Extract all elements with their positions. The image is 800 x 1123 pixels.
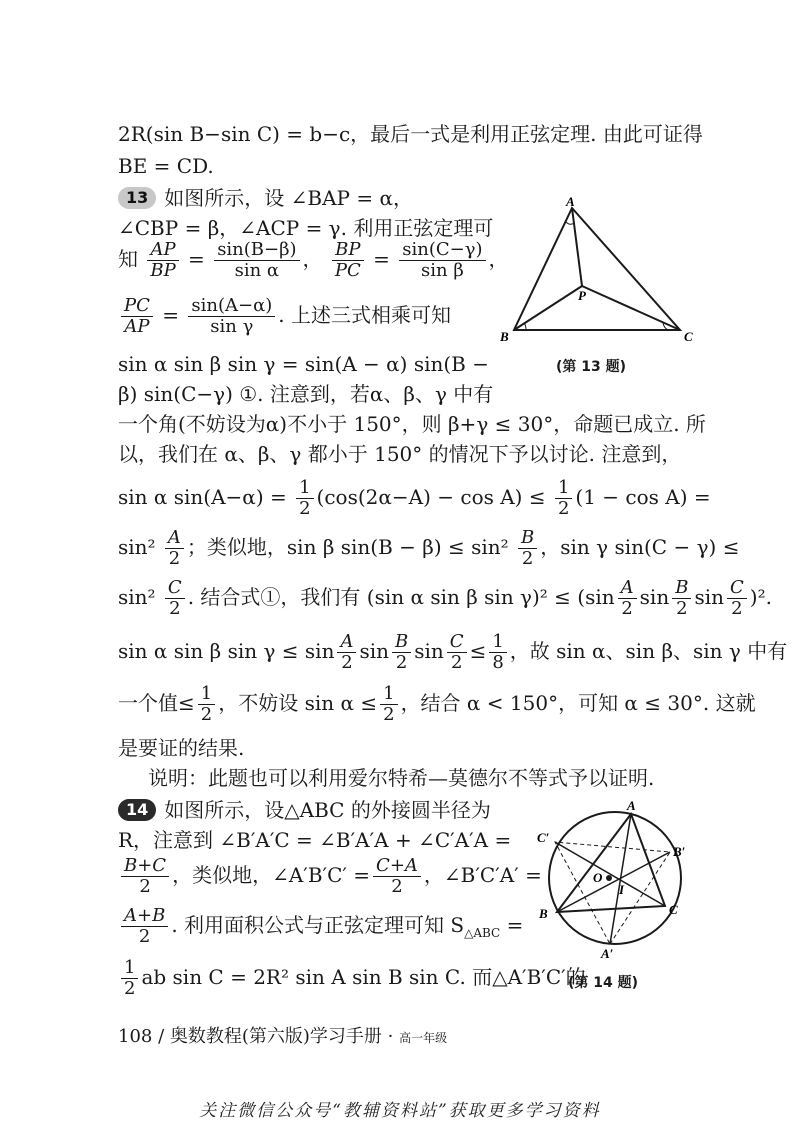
label-b-prime: B′ (673, 844, 686, 859)
text-span: (cos(2α−A) − cos A) ≤ (316, 484, 546, 509)
watermark-text: 关注微信公众号“教辅资料站”获取更多学习资料 (199, 1101, 601, 1121)
text-span: 如图所示，设 ∠BAP = α， (164, 186, 413, 210)
denominator: sin α (234, 259, 280, 281)
denominator: 2 (124, 977, 136, 999)
label-p: P (578, 288, 586, 303)
fraction (214, 240, 299, 281)
fraction (165, 578, 185, 619)
numerator: C+A (373, 856, 421, 877)
figure-13 (500, 196, 700, 346)
label-b: B (539, 906, 548, 921)
text-span: = (500, 912, 524, 937)
fraction (489, 632, 506, 673)
bisector-b (557, 852, 670, 912)
fraction (392, 632, 411, 673)
fraction (380, 684, 397, 725)
text-span: 如图所示，设△ABC 的外接圆半径为 (164, 798, 491, 822)
label-i: I (619, 882, 625, 897)
text-span: . 结合式①，我们有 (sin α sin β sin γ)² ≤ (sin (187, 584, 615, 609)
text-span: (1 − cos A) = (575, 484, 711, 509)
page-footer (118, 1022, 447, 1048)
formula-line (118, 578, 772, 619)
text-span: sin (359, 638, 389, 663)
formula-line (118, 856, 542, 897)
formula-line (118, 528, 739, 569)
label-c: C (684, 329, 693, 344)
text-span: ，类似地，∠A′B′C′ = (172, 862, 371, 887)
problem-number-badge: 13 (118, 187, 156, 209)
denominator: 2 (168, 547, 181, 569)
figure-14 (535, 800, 700, 960)
problem-14-intro (118, 796, 491, 824)
numerator: C (727, 578, 747, 599)
fraction (121, 296, 153, 337)
denominator: 2 (395, 651, 408, 673)
text-span: . 利用面积公式与正弦定理可知 S (171, 912, 465, 937)
book-title: 奥数教程(第六版)学习手册 · (169, 1026, 394, 1047)
segment-cp (582, 286, 680, 330)
text-line: 一个角(不妨设为α)不小于 150°，则 β+γ ≤ 30°，命题已成立. 所 (118, 412, 706, 436)
circumcircle (549, 812, 681, 944)
denominator: 2 (299, 497, 311, 519)
numerator: 1 (380, 684, 397, 705)
fraction (672, 578, 691, 619)
formula-line (118, 478, 711, 519)
bisector-c (555, 842, 665, 906)
ratio-line: 知 $\frac{AP}{BP}$ = $\frac{\sin(B-\beta)}{\text{sin α}}$ ， $\frac{BP}{PC}$ = $\frac{\sin(C-\gamma)}{\text{sin β}}$ ， (118, 239, 509, 281)
denominator: 2 (138, 925, 151, 947)
triangle-abc (514, 208, 680, 330)
text-line: β) sin(C−γ) ①. 注意到，若α、β、γ 中有 (118, 382, 494, 406)
denominator: 2 (200, 703, 213, 725)
denominator: AP (124, 315, 150, 337)
text-span: ，故 sin α、sin β、sin γ 中有 (509, 638, 788, 663)
label-a-prime: A′ (601, 946, 614, 960)
text-line: 2R(sin B−sin C) = b−c，最后一式是利用正弦定理. 由此可证得 (118, 122, 703, 146)
denominator: 2 (621, 597, 633, 619)
text-line: R，注意到 ∠B′A′C = ∠B′A′A + ∠C′A′A = (118, 828, 512, 852)
numerator: AP (147, 240, 178, 261)
numerator: C (447, 632, 467, 653)
text-line: 以，我们在 α、β、γ 都小于 150° 的情况下予以讨论. 注意到， (118, 442, 682, 466)
text-line: sin α sin β sin γ = sin(A − α) sin(B − (118, 352, 489, 376)
fraction (121, 958, 138, 999)
denominator: PC (334, 259, 361, 281)
label-a: A (566, 196, 575, 209)
denominator: 2 (139, 875, 151, 897)
text-span: ，结合 α < 150°，可知 α ≤ 30°. 这就 (400, 690, 756, 715)
text-span: sin (694, 584, 724, 609)
denominator: 2 (341, 651, 353, 673)
denominator: 2 (169, 597, 181, 619)
fraction (518, 528, 537, 569)
fraction (147, 240, 178, 281)
angle-mark-b (524, 323, 526, 330)
problem-13-intro (118, 184, 413, 212)
numerator: B+C (121, 856, 169, 877)
ratio-line: $\frac{PC}{AP}$ = $\frac{\sin(A-\alpha)}{\text{sin γ}}$ . 上述三式相乘可知 (118, 296, 451, 337)
text-span: ab sin C = 2R² sin A sin B sin C. 而△A′B′C′的 (141, 964, 586, 989)
text-line: BE = CD. (118, 154, 214, 178)
denominator: sin β (421, 259, 464, 281)
text-span: sin (639, 584, 670, 609)
fraction (555, 478, 572, 519)
formula-line (118, 958, 586, 999)
denominator: 8 (492, 651, 504, 673)
text-span: sin (414, 638, 444, 663)
formula-line (118, 632, 787, 673)
label-o: O (593, 870, 603, 885)
page-number: 108 / (118, 1026, 165, 1047)
numerator: PC (121, 296, 153, 317)
numerator: sin(A−α) (188, 296, 275, 317)
note-line: 说明：此题也可以利用爱尔特希—莫德尔不等式予以证明. (148, 766, 655, 790)
text-line: ∠CBP = β，∠ACP = γ. 利用正弦定理可 (118, 216, 494, 240)
fraction (121, 906, 168, 947)
text-span: ，sin γ sin(C − γ) ≤ (540, 534, 740, 559)
fraction (332, 240, 364, 281)
fraction (198, 684, 215, 725)
text-span: ；类似地，sin β sin(B − β) ≤ sin² (186, 534, 516, 559)
fraction (447, 632, 467, 673)
fraction (165, 528, 184, 569)
numerator: 1 (489, 632, 506, 653)
fraction (188, 296, 275, 337)
fraction (373, 856, 421, 897)
label-c: C (669, 902, 678, 917)
center-o (606, 875, 612, 881)
numerator: A+B (121, 906, 168, 927)
numerator: C (165, 578, 185, 599)
denominator: 2 (731, 597, 743, 619)
fraction (296, 478, 313, 519)
denominator: 2 (676, 597, 688, 619)
denominator: sin γ (210, 315, 254, 337)
numerator: A (337, 632, 356, 653)
segment-ap (572, 208, 582, 286)
denominator: 2 (450, 651, 463, 673)
text-span: )². (749, 584, 772, 609)
text-span: ≤ (469, 638, 487, 663)
subscript: △ABC (464, 925, 501, 940)
denominator: 2 (383, 703, 395, 725)
formula-line (118, 906, 523, 947)
label-c-prime: C′ (537, 830, 550, 845)
numerator: 1 (121, 958, 138, 979)
text-span: sin² (118, 584, 162, 609)
numerator: B (518, 528, 537, 549)
numerator: B (392, 632, 411, 653)
fraction (727, 578, 747, 619)
numerator: BP (332, 240, 364, 261)
numerator: B (672, 578, 691, 599)
fraction (399, 240, 485, 281)
fraction (618, 578, 637, 619)
problem-number-badge: 14 (118, 799, 156, 821)
denominator: 2 (521, 547, 534, 569)
numerator: 1 (296, 478, 313, 499)
fraction (337, 632, 356, 673)
fraction (121, 856, 169, 897)
text-span: ，∠B′C′A′ = (423, 862, 542, 887)
label-b: B (500, 329, 509, 344)
numerator: A (618, 578, 637, 599)
denominator: 2 (391, 875, 403, 897)
text-span: sin α sin β sin γ ≤ sin (118, 638, 335, 663)
text-span: 一个值≤ (118, 690, 195, 715)
label-a: A (627, 800, 636, 813)
denominator: BP (150, 259, 176, 281)
denominator: 2 (557, 497, 570, 519)
numerator: sin(B−β) (214, 240, 299, 261)
angle-mark-a (566, 222, 574, 224)
numerator: A (165, 528, 184, 549)
formula-line (118, 684, 756, 725)
text-span: . 上述三式相乘可知 (278, 302, 451, 327)
numerator: sin(C−γ) (399, 240, 485, 261)
numerator: 1 (555, 478, 572, 499)
text-span: ，不妨设 sin α ≤ (218, 690, 378, 715)
text-span: 知 (118, 246, 138, 271)
text-span: sin² (118, 534, 162, 559)
grade-label: 高一年级 (399, 1031, 448, 1045)
numerator: 1 (198, 684, 215, 705)
figure-13-caption: (第 13 题) (556, 359, 627, 375)
figure-14-caption: (第 14 题) (568, 975, 639, 991)
text-span: sin α sin(A−α) = (118, 484, 287, 509)
text-line: 是要证的结果. (118, 736, 245, 760)
